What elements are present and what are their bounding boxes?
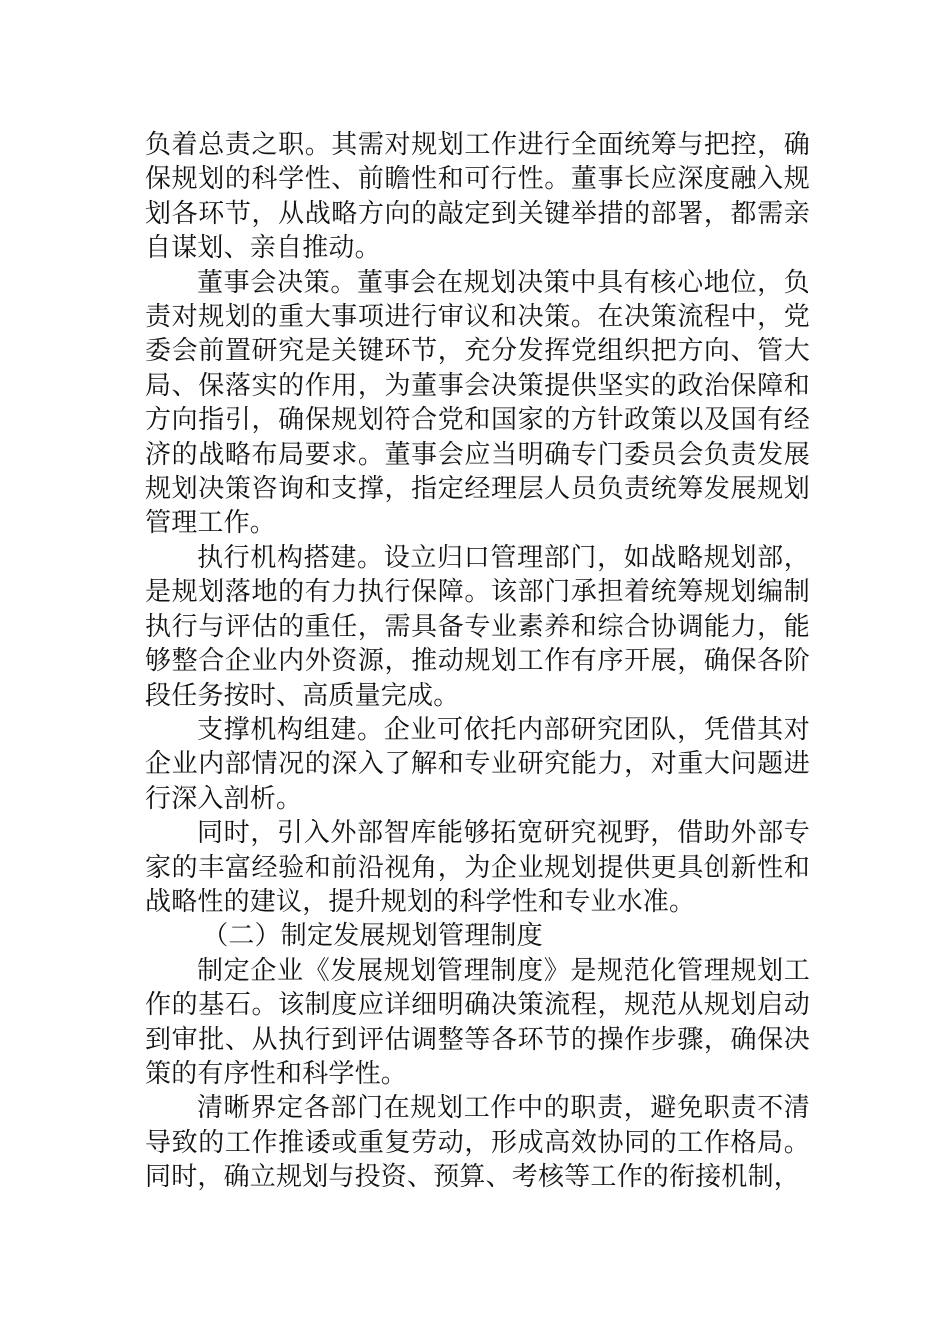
paragraph-support-body: 支撑机构组建。企业可依托内部研究团队，凭借其对企业内部情况的深入了解和专业研究能力，对重大问题进行深入剖析。 (145, 714, 810, 814)
paragraph-execution-body: 执行机构搭建。设立归口管理部门，如战略规划部，是规划落地的有力执行保障。该部门承担着统筹规划编制执行与评估的重任，需具备专业素养和综合协调能力，能够整合企业内外资源，推动规划工作有序开展，确保各阶段任务按时、高质量完成。 (145, 542, 810, 711)
section-heading: （二）制定发展规划管理制度 (202, 921, 543, 952)
document-body (145, 128, 810, 1195)
paragraph-board-decision: 董事会决策。董事会在规划决策中具有核心地位，负责对规划的重大事项进行审议和决策。在决策流程中，党委会前置研究是关键环节，充分发挥党组织把方向、管大局、保落实的作用，为董事会决策提供坚实的政治保障和方向指引，确保规划符合党和国家的方针政策以及国有经济的战略布局要求。董事会应当明确专门委员会负责发展规划决策咨询和支撑，指定经理层人员负责统筹发展规划管理工作。 (145, 267, 810, 539)
paragraph-external-think-tank: 同时，引入外部智库能够拓宽研究视野，借助外部专家的丰富经验和前沿视角，为企业规划提供更具创新性和战略性的建议，提升规划的科学性和专业水准。 (145, 818, 810, 917)
paragraph-continued: 负着总责之职。其需对规划工作进行全面统筹与把控，确保规划的科学性、前瞻性和可行性。董事长应深度融入规划各环节，从战略方向的敲定到关键举措的部署，都需亲自谋划、亲自推动。 (145, 130, 810, 264)
paragraph-management-system: 制定企业《发展规划管理制度》是规范化管理规划工作的基石。该制度应详细明确决策流程，规范从规划启动到审批、从执行到评估调整等各环节的操作步骤，确保决策的有序性和科学性。 (145, 955, 810, 1089)
paragraph-responsibilities: 清晰界定各部门在规划工作中的职责，避免职责不清导致的工作推诿或重复劳动，形成高效协同的工作格局。同时，确立规划与投资、预算、考核等工作的衔接机制， (145, 1093, 810, 1193)
